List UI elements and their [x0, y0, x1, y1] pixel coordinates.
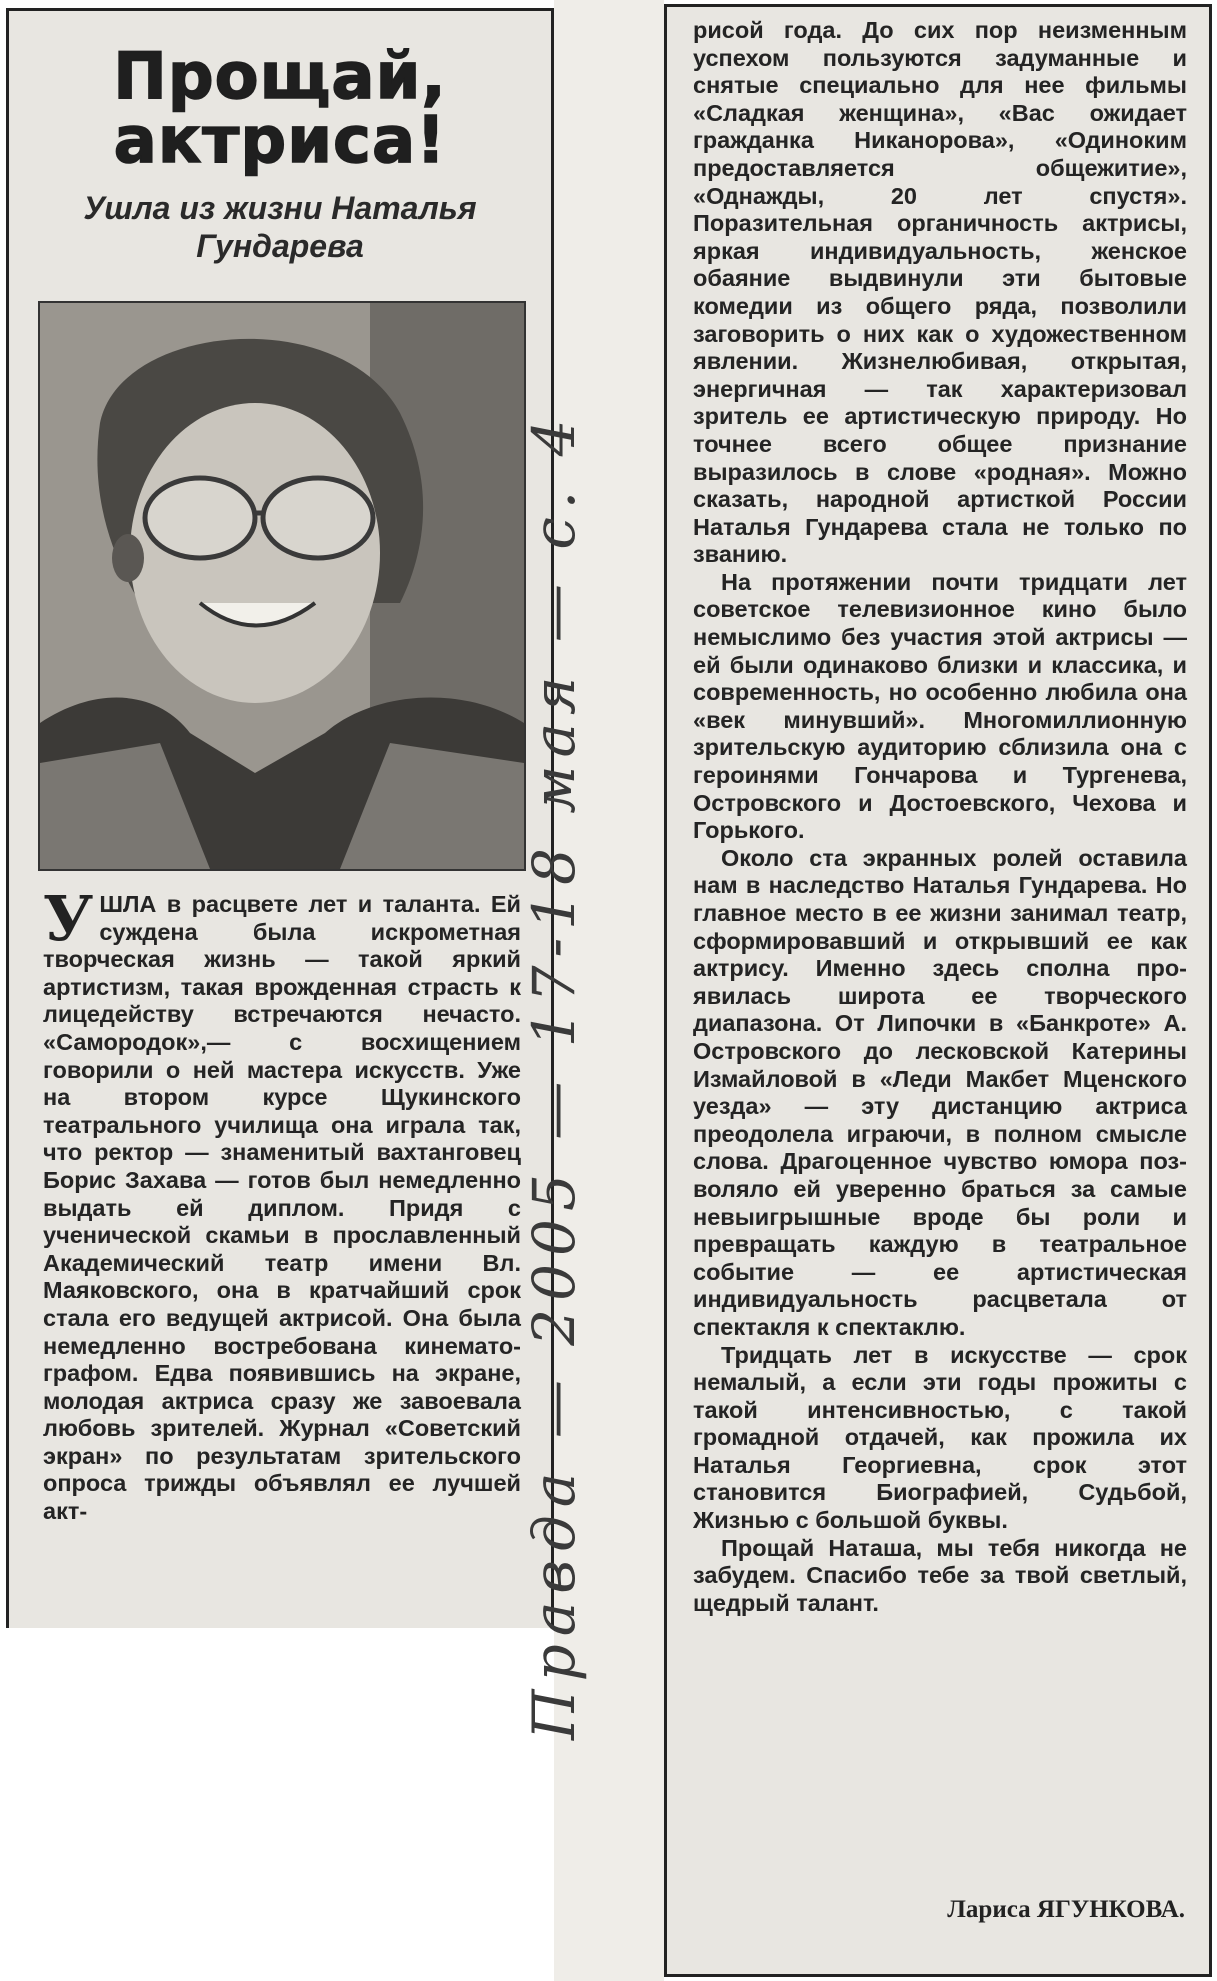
right-paragraph-2: На протяжении почти тридцати лет советское телевизионное кино было немыслимо без участия этой актрисы — ей были одинаково близки и классика, и современность, но особенно любила она «век минувший». Многомиллионную зрительскую аудиторию сблизила она с героинями Гончарова и Тургенева, Островского и Достоевского, Чехова и Горького. [693, 568, 1187, 844]
drop-cap: У [43, 882, 94, 955]
handwritten-source-note: Правда — 2005 — 17-18 мая — с. 4 [520, 411, 588, 1740]
left-paragraph: ШЛА в расцвете лет и таланта. Ей суждена была искрометная творческая жизнь — такой яркий артистизм, такая врожденная страсть к лицедейству встречаются нечасто. «Самородок»,— с восхищением говорили о ней мастера искусств. Уже на втором курсе Щукинского театрального училища она играла так, что ректор — знаменитый вахтанговец Борис Захава — готов был немедленно выдать ей диплом. Придя с ученической скамьи в прославленный Академический театр имени Вл. Маяковского, она в кратчайший срок стала его ведущей актрисой. Она была немедленно востребована кинематографом. Едва появившись на экране, молодая актриса сразу же завоевала любовь зрителей. Журнал «Советский экран» по результатам зрительского опроса трижды объявлял ее лучшей акт- [43, 891, 521, 1525]
actress-portrait-photo [38, 301, 526, 871]
right-paragraph-4: Тридцать лет в искусстве — срок немалый, а если эти годы прожиты с такой интенсивностью, с такой громадной отдачей, как прожила их Наталья Георгиевна, срок этот становится Биографией, Судьбой, Жизнью с большой буквы. [693, 1341, 1187, 1534]
right-column-clipping [664, 4, 1212, 1977]
left-column-clipping [6, 8, 554, 1628]
author-signature: Лариса ЯГУНКОВА. [947, 1896, 1185, 1923]
left-column-text [43, 882, 521, 1526]
right-paragraph-3: Около ста экранных ролей оставила нам в наследство Наталья Гундарева. Но главное место в ее жизни занимал театр, сформировавший и открывший ее как актрису. Именно здесь сполна проявилась широта ее творческого диапазона. От Липочки в «Банкроте» А. Островского до лесковской Катерины Измайловой в «Леди Макбет Мценского уезда» — эту дистанцию актриса преодолела играючи, в полном смысле слова. Драгоценное чувство юмора позволяло ей уверенно браться за самые невыигрышные вроде бы роли и превращать каждую в театральное событие — ее артистическая индивидуальность расцветала от спектакля к спектаклю. [693, 844, 1187, 1340]
right-paragraph-5: Прощай Наташа, мы тебя никогда не забудем. Спасибо тебе за твой светлый, щедрый талант. [693, 1534, 1187, 1616]
right-paragraph-1: рисой года. До сих пор неизменным успехом пользуются задуманные и снятые специально для нее фильмы «Сладкая женщина», «Вас ожидает гражданка Никанорова», «Одиноким предоставляется общежитие», «Однажды, 20 лет спустя». Поразительная органичность актрисы, яркая индивидуальность, женское обаяние выдвинули эти бытовые комедии из общего ряда, позволили заговорить о них как о художественном явлении. Жизнелюбивая, открытая, энергичная — так характеризовал зритель ее артистическую природу. Но точнее всего общее признание выразилось в слове «родная». Можно сказать, народной артисткой России Наталья Гундарева стала не только по званию. [693, 17, 1187, 568]
article-headline [9, 40, 551, 178]
right-column-text [693, 17, 1187, 1617]
article-subheadline: Ушла из жизни Наталья Гундарева [83, 190, 477, 264]
headline-text: Прощай, актриса! [113, 40, 447, 178]
